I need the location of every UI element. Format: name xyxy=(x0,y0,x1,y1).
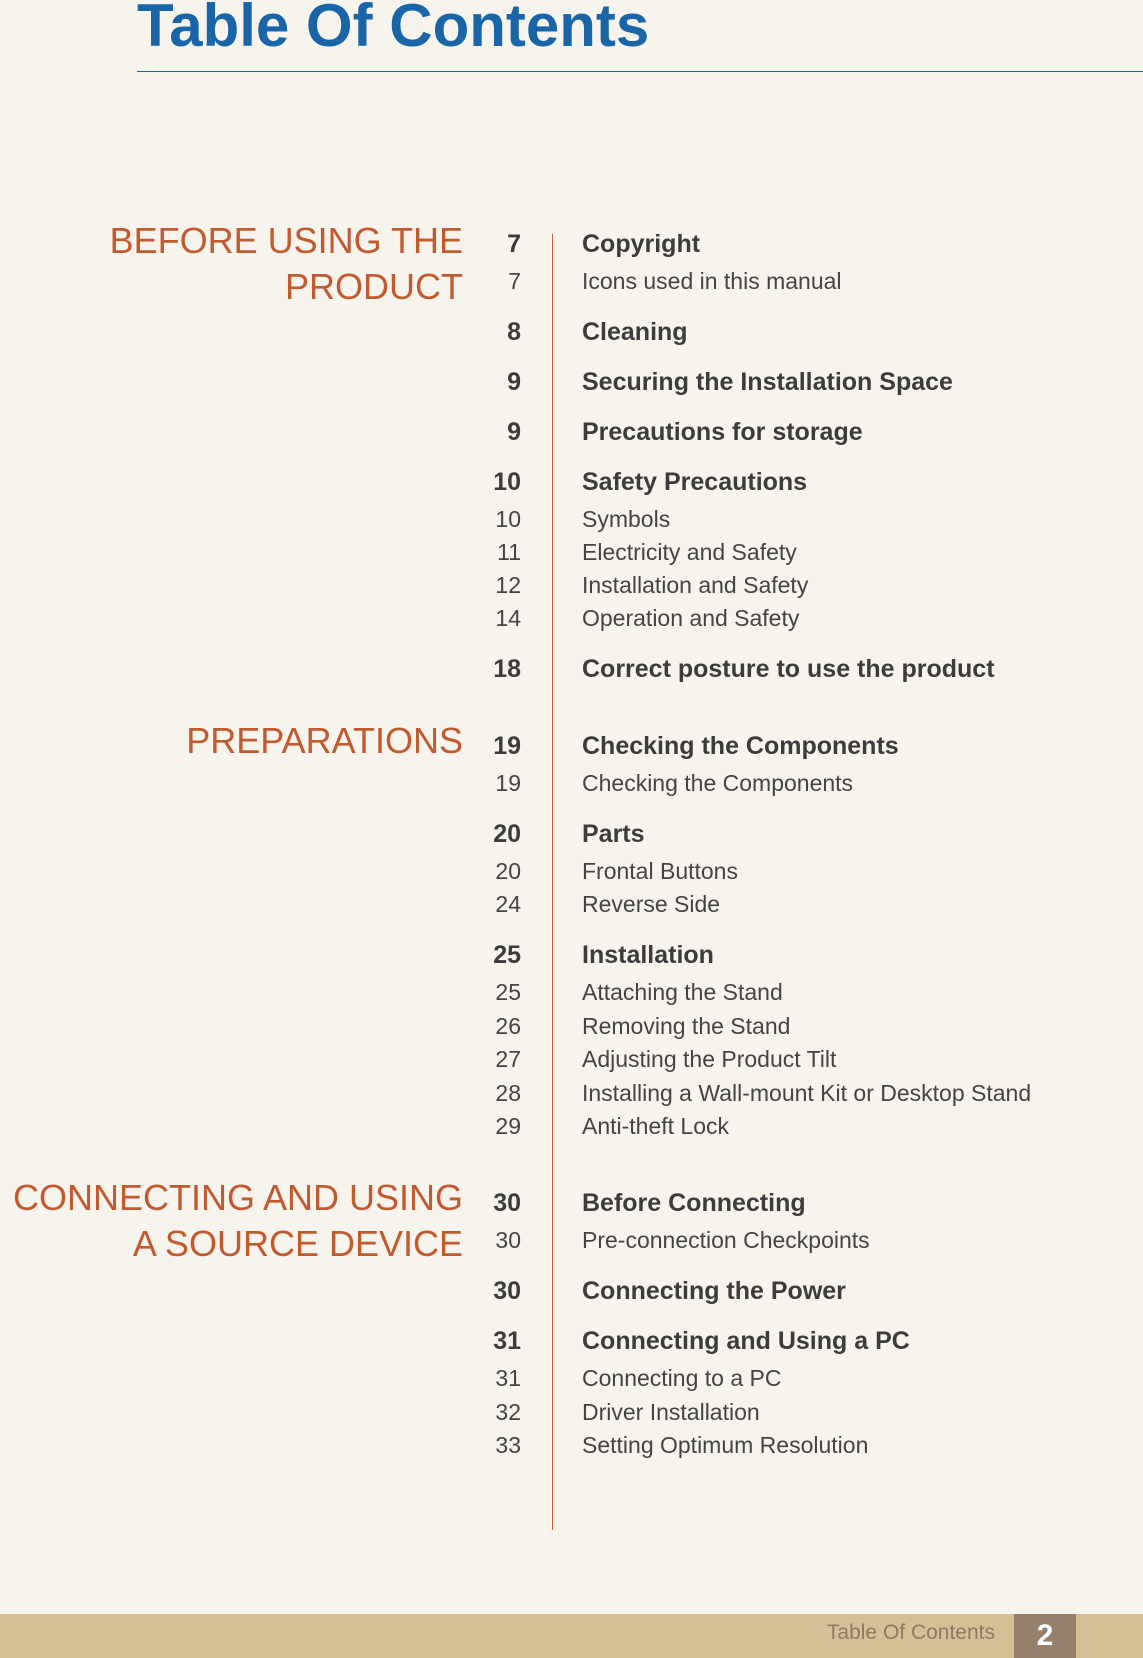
toc-entry[interactable] xyxy=(0,536,1143,570)
toc-entry-label: Electricity and Safety xyxy=(582,539,797,565)
toc-entry-label: Installation xyxy=(582,941,714,969)
footer-label: Table Of Contents xyxy=(826,1621,995,1644)
toc-entry[interactable] xyxy=(0,731,1143,765)
toc-entry[interactable] xyxy=(0,569,1143,603)
toc-entry[interactable] xyxy=(0,602,1143,636)
toc-entry[interactable] xyxy=(0,1326,1143,1360)
toc-entry-label: Correct posture to use the product xyxy=(582,655,995,683)
toc-page-number: 31 xyxy=(493,1327,521,1355)
toc-page-number: 25 xyxy=(493,941,521,969)
toc-entry[interactable] xyxy=(0,1362,1143,1396)
toc-entry-label: Safety Precautions xyxy=(582,468,808,496)
toc-entry-label: Symbols xyxy=(582,506,671,532)
toc-entry-label: Driver Installation xyxy=(582,1399,760,1425)
toc-entry-label: Copyright xyxy=(582,230,701,258)
toc-page-number: 9 xyxy=(507,418,521,446)
page-title: Table Of Contents xyxy=(137,0,650,59)
toc-page-number: 10 xyxy=(495,506,521,532)
section-title-line: PREPARATIONS xyxy=(186,720,463,761)
toc-page-number: 25 xyxy=(495,979,521,1005)
toc-entry-label: Checking the Components xyxy=(582,732,899,760)
title-divider xyxy=(137,71,1143,72)
toc-page-number: 12 xyxy=(495,572,521,598)
section-title-line: CONNECTING AND USING xyxy=(12,1177,463,1218)
toc-page-number: 14 xyxy=(495,605,521,631)
toc-entry-label: Operation and Safety xyxy=(582,605,800,631)
toc-entry[interactable] xyxy=(0,317,1143,351)
toc-entry-label: Frontal Buttons xyxy=(582,858,738,884)
toc-page-number: 30 xyxy=(493,1277,521,1305)
toc-entry[interactable] xyxy=(0,265,1143,299)
toc-entry[interactable] xyxy=(0,1010,1143,1044)
toc-page-number: 11 xyxy=(497,539,521,565)
toc-entry[interactable] xyxy=(0,1077,1143,1111)
toc-page-number: 10 xyxy=(493,468,521,496)
section-title-line: BEFORE USING THE xyxy=(109,220,463,261)
toc-entry-label: Removing the Stand xyxy=(582,1013,791,1039)
section-title-line: PRODUCT xyxy=(285,266,463,307)
section-title-line: A SOURCE DEVICE xyxy=(132,1223,463,1264)
toc-entry[interactable] xyxy=(0,417,1143,451)
toc-entry[interactable] xyxy=(0,1110,1143,1144)
toc-entry[interactable] xyxy=(0,888,1143,922)
toc-entry[interactable] xyxy=(0,1396,1143,1430)
toc-page-number: 7 xyxy=(507,230,521,258)
toc-entry-label: Securing the Installation Space xyxy=(582,368,953,396)
toc-page-number: 20 xyxy=(495,858,521,884)
toc-entry[interactable] xyxy=(0,1276,1143,1310)
toc-entry-label: Reverse Side xyxy=(582,891,721,917)
toc-entry[interactable] xyxy=(0,855,1143,889)
toc-page-number: 32 xyxy=(495,1399,521,1425)
toc-entry-label: Installing a Wall-mount Kit or Desktop Stand xyxy=(582,1080,1032,1106)
toc-entry-label: Connecting to a PC xyxy=(582,1365,782,1391)
toc-entry-label: Before Connecting xyxy=(582,1189,806,1217)
toc-page-number: 33 xyxy=(495,1432,521,1458)
toc-page-number: 9 xyxy=(507,368,521,396)
toc-page-number: 19 xyxy=(493,732,521,760)
toc-page-number: 31 xyxy=(495,1365,521,1391)
toc-entry[interactable] xyxy=(0,1224,1143,1258)
toc-entry[interactable] xyxy=(0,654,1143,688)
toc-entry-label: Connecting and Using a PC xyxy=(582,1327,910,1355)
toc-entry-label: Parts xyxy=(582,820,645,848)
toc-entry-label: Installation and Safety xyxy=(582,572,809,598)
toc-page-number: 27 xyxy=(495,1046,521,1072)
toc-entry-label: Anti-theft Lock xyxy=(582,1113,730,1139)
toc-entry-label: Adjusting the Product Tilt xyxy=(582,1046,837,1072)
toc-page-number: 19 xyxy=(495,770,521,796)
toc-entry[interactable] xyxy=(0,1043,1143,1077)
toc-entry-label: Connecting the Power xyxy=(582,1277,846,1305)
toc-page-number: 8 xyxy=(507,318,521,346)
toc-page-number: 30 xyxy=(495,1227,521,1253)
toc-entry-label: Checking the Components xyxy=(582,770,854,796)
toc-entry[interactable] xyxy=(0,819,1143,853)
page-number-badge: 2 xyxy=(1014,1614,1076,1658)
toc-entry[interactable] xyxy=(0,467,1143,501)
toc-entry-label: Icons used in this manual xyxy=(582,268,842,294)
toc-entry[interactable] xyxy=(0,229,1143,263)
toc-entry[interactable] xyxy=(0,767,1143,801)
toc-page-number: 28 xyxy=(495,1080,521,1106)
toc-entry[interactable] xyxy=(0,1429,1143,1463)
toc-entry[interactable] xyxy=(0,976,1143,1010)
toc-entry[interactable] xyxy=(0,503,1143,537)
toc-page-number: 20 xyxy=(493,820,521,848)
toc-entry[interactable] xyxy=(0,1188,1143,1222)
toc-entry-label: Attaching the Stand xyxy=(582,979,783,1005)
toc-page-number: 29 xyxy=(495,1113,521,1139)
toc-entry[interactable] xyxy=(0,367,1143,401)
toc-entry-label: Precautions for storage xyxy=(582,418,863,446)
toc-entry[interactable] xyxy=(0,940,1143,974)
toc-entry-label: Setting Optimum Resolution xyxy=(582,1432,869,1458)
toc-page-number: 30 xyxy=(493,1189,521,1217)
toc-entry-label: Cleaning xyxy=(582,318,688,346)
toc-page-number: 26 xyxy=(495,1013,521,1039)
toc-page-number: 24 xyxy=(495,891,521,917)
toc-page-number: 7 xyxy=(508,268,521,294)
toc-entry-label: Pre-connection Checkpoints xyxy=(582,1227,870,1253)
toc-page-number: 18 xyxy=(493,655,521,683)
